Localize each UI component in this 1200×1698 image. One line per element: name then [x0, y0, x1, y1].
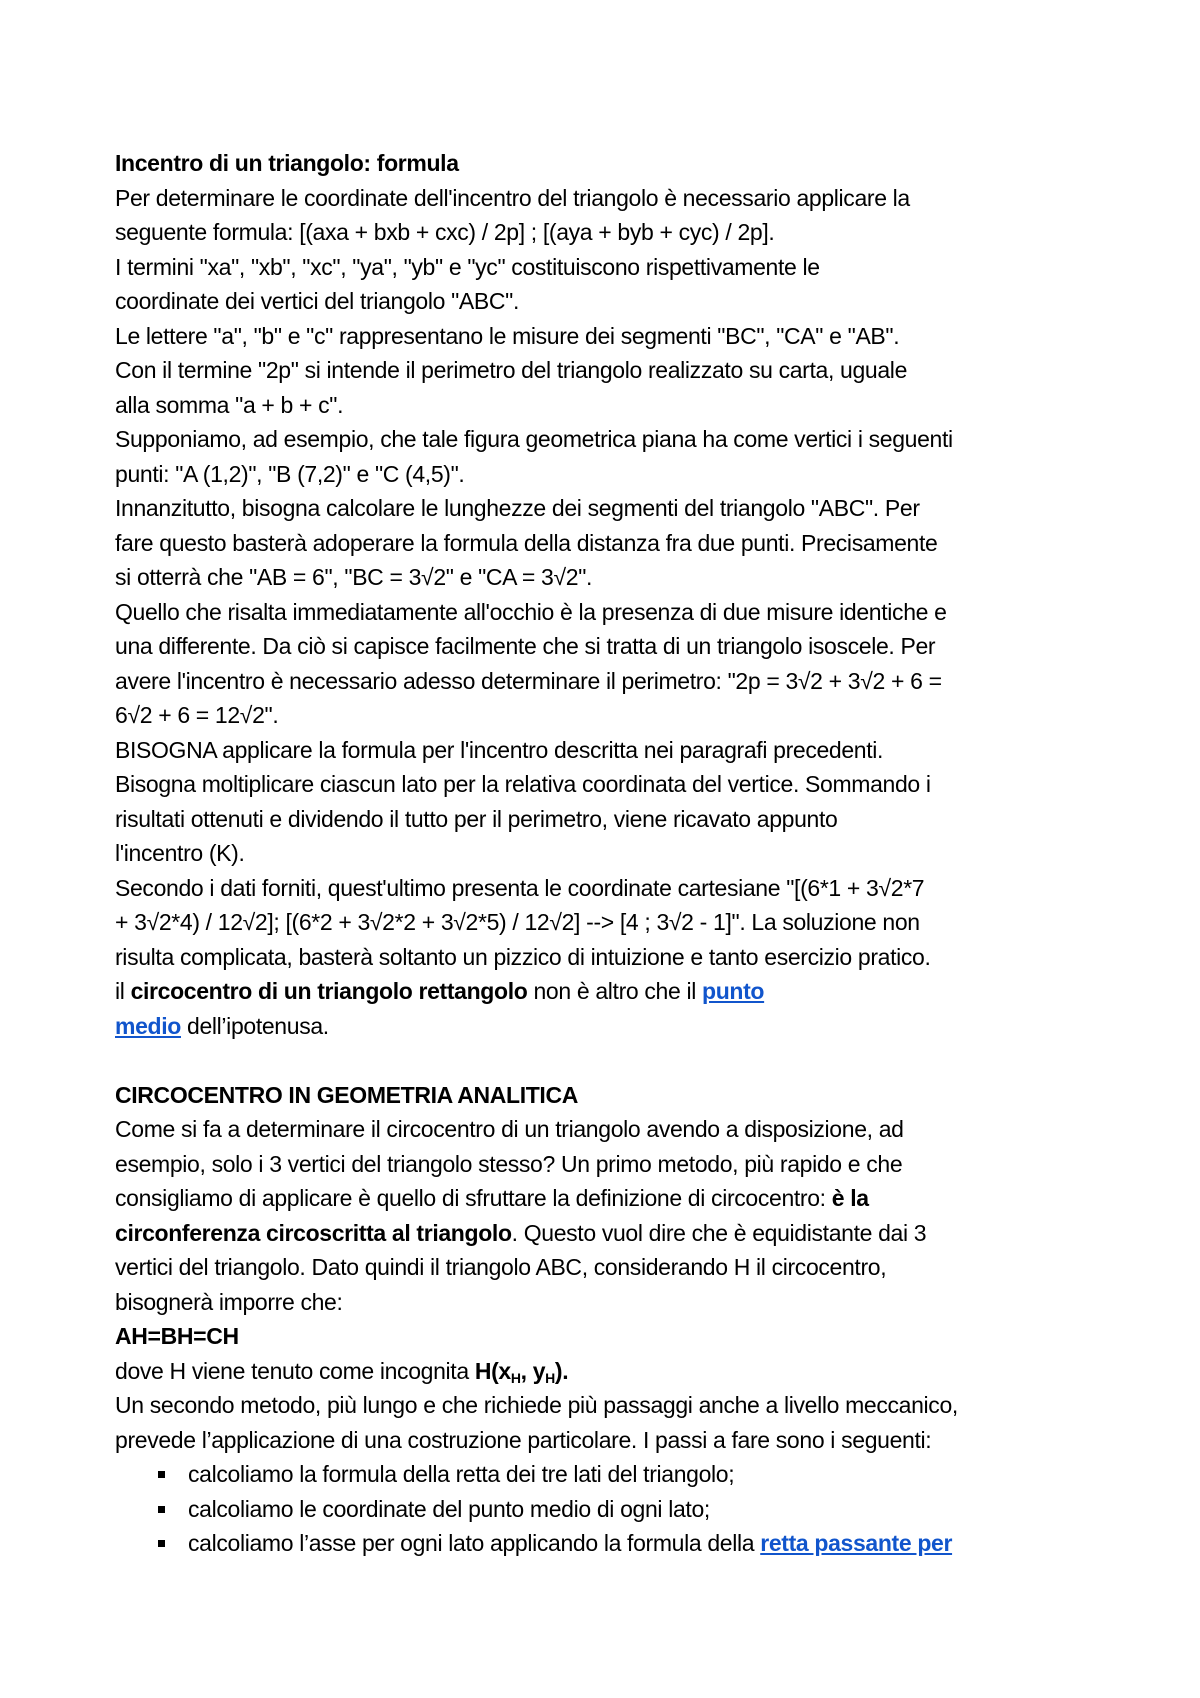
paragraph-line: Bisogna moltiplicare ciascun lato per la relativa coordinata del vertice. Sommando i — [115, 771, 931, 797]
paragraph-line: si otterrà che "AB = 6", "BC = 3√2" e "CA = 3√2". — [115, 564, 593, 590]
equation: AH=BH=CH — [115, 1323, 239, 1349]
retta-passante-link[interactable]: retta passante per — [760, 1530, 953, 1556]
text-span: consigliamo di applicare è quello di sfruttare la definizione di circocentro: — [115, 1185, 832, 1211]
paragraph-line: risulta complicata, basterà soltanto un pizzico di intuizione e tanto esercizio pratico. — [115, 943, 931, 970]
paragraph-line: Per determinare le coordinate dell'incentro del triangolo è necessario applicare la — [115, 184, 910, 211]
section-heading-incentro: Incentro di un triangolo: formula — [115, 150, 459, 176]
paragraph-line: + 3√2*4) / 12√2]; [(6*2 + 3√2*2 + 3√2*5) / 12√2] --> [4 ; 3√2 - 1]". La soluzione non — [115, 909, 920, 935]
bold-term: è la — [831, 1185, 869, 1211]
paragraph-line: Quello che risalta immediatamente all'occhio è la presenza di due misure identiche e — [115, 598, 947, 625]
h-open: H(x — [474, 1357, 511, 1384]
steps-list — [115, 1457, 1120, 1561]
paragraph-line: Le lettere "a", "b" e "c" rappresentano le misure dei segmenti "BC", "CA" e "AB". — [115, 322, 900, 349]
h-close: ). — [554, 1357, 569, 1384]
circocentro-rettangolo-line — [115, 974, 1120, 1009]
paragraph-spacer — [115, 1043, 1120, 1078]
punto-medio-link[interactable]: punto — [702, 978, 765, 1004]
section-heading-circocentro: CIRCOCENTRO IN GEOMETRIA ANALITICA — [115, 1081, 578, 1108]
bold-term: circonferenza circoscritta al triangolo — [115, 1219, 512, 1246]
text-span: dell’ipotenusa. — [180, 1012, 329, 1039]
text-span: non è altro che il — [527, 978, 703, 1004]
paragraph-line: prevede l’applicazione di una costruzione particolare. I passi a fare sono i seguenti: — [115, 1426, 932, 1453]
subscript-h: H — [510, 1369, 521, 1386]
paragraph-line: Con il termine "2p" si intende il perimetro del triangolo realizzato su carta, uguale — [115, 357, 908, 383]
paragraph-line: Innanzitutto, bisogna calcolare le lunghezze dei segmenti del triangolo "ABC". Per — [115, 495, 920, 521]
comma-y: , y — [520, 1357, 546, 1384]
circocentro-rettangolo-line-2 — [115, 1009, 1120, 1044]
subscript-h: H — [545, 1369, 555, 1386]
paragraph-line: Come si fa a determinare il circocentro di un triangolo avendo a disposizione, ad — [115, 1116, 904, 1142]
text-span: dove H viene tenuto come incognita — [115, 1357, 475, 1384]
text-span: il — [115, 978, 131, 1004]
paragraph-line: punti: "A (1,2)", "B (7,2)" e "C (4,5)". — [115, 460, 465, 487]
paragraph-line: coordinate dei vertici del triangolo "ABC". — [115, 288, 519, 314]
paragraph-line: avere l'incentro è necessario adesso determinare il perimetro: "2p = 3√2 + 3√2 + 6 = — [115, 667, 942, 694]
paragraph-line: esempio, solo i 3 vertici del triangolo stesso? Un primo metodo, più rapido e che — [115, 1150, 903, 1177]
list-item: calcoliamo la formula della retta dei tre lati del triangolo; — [155, 1457, 1120, 1492]
definition-line-2 — [115, 1216, 1120, 1251]
unknown-line — [115, 1354, 1120, 1389]
paragraph-line: Secondo i dati forniti, quest'ultimo presenta le coordinate cartesiane "[(6*1 + 3√2*7 — [115, 874, 925, 901]
text-span: . Questo vuol dire che è equidistante dai 3 — [511, 1219, 927, 1246]
paragraph-line: Un secondo metodo, più lungo e che richiede più passaggi anche a livello meccanico, — [115, 1392, 958, 1418]
paragraph-line: risultati ottenuti e dividendo il tutto per il perimetro, viene ricavato appunto — [115, 805, 838, 832]
paragraph-line: seguente formula: [(axa + bxb + cxc) / 2p] ; [(aya + byb + cyc) / 2p]. — [115, 219, 775, 245]
paragraph-line: I termini "xa", "xb", "xc", "ya", "yb" e "yc" costituiscono rispettivamente le — [115, 253, 820, 280]
definition-line — [115, 1181, 1120, 1216]
punto-medio-link-continued[interactable]: medio — [115, 1012, 181, 1039]
paragraph-line: alla somma "a + b + c". — [115, 391, 344, 418]
list-item — [155, 1526, 1120, 1561]
paragraph-line: una differente. Da ciò si capisce facilmente che si tratta di un triangolo isoscele. Per — [115, 633, 936, 659]
list-item: calcoliamo le coordinate del punto medio di ogni lato; — [155, 1492, 1120, 1527]
text-span: calcoliamo l’asse per ogni lato applicando la formula della — [188, 1530, 761, 1556]
paragraph-line: BISOGNA applicare la formula per l'incentro descritta nei paragrafi precedenti. — [115, 736, 884, 763]
paragraph-line: l'incentro (K). — [115, 840, 245, 866]
bold-term: circocentro di un triangolo rettangolo — [130, 978, 528, 1004]
paragraph-line: bisognerà imporre che: — [115, 1288, 343, 1315]
paragraph-line: fare questo basterà adoperare la formula della distanza fra due punti. Precisamente — [115, 529, 938, 556]
paragraph-line: 6√2 + 6 = 12√2". — [115, 702, 279, 728]
paragraph-line: vertici del triangolo. Dato quindi il triangolo ABC, considerando H il circocentro, — [115, 1254, 887, 1280]
paragraph-line: Supponiamo, ad esempio, che tale figura geometrica piana ha come vertici i seguenti — [115, 426, 953, 452]
